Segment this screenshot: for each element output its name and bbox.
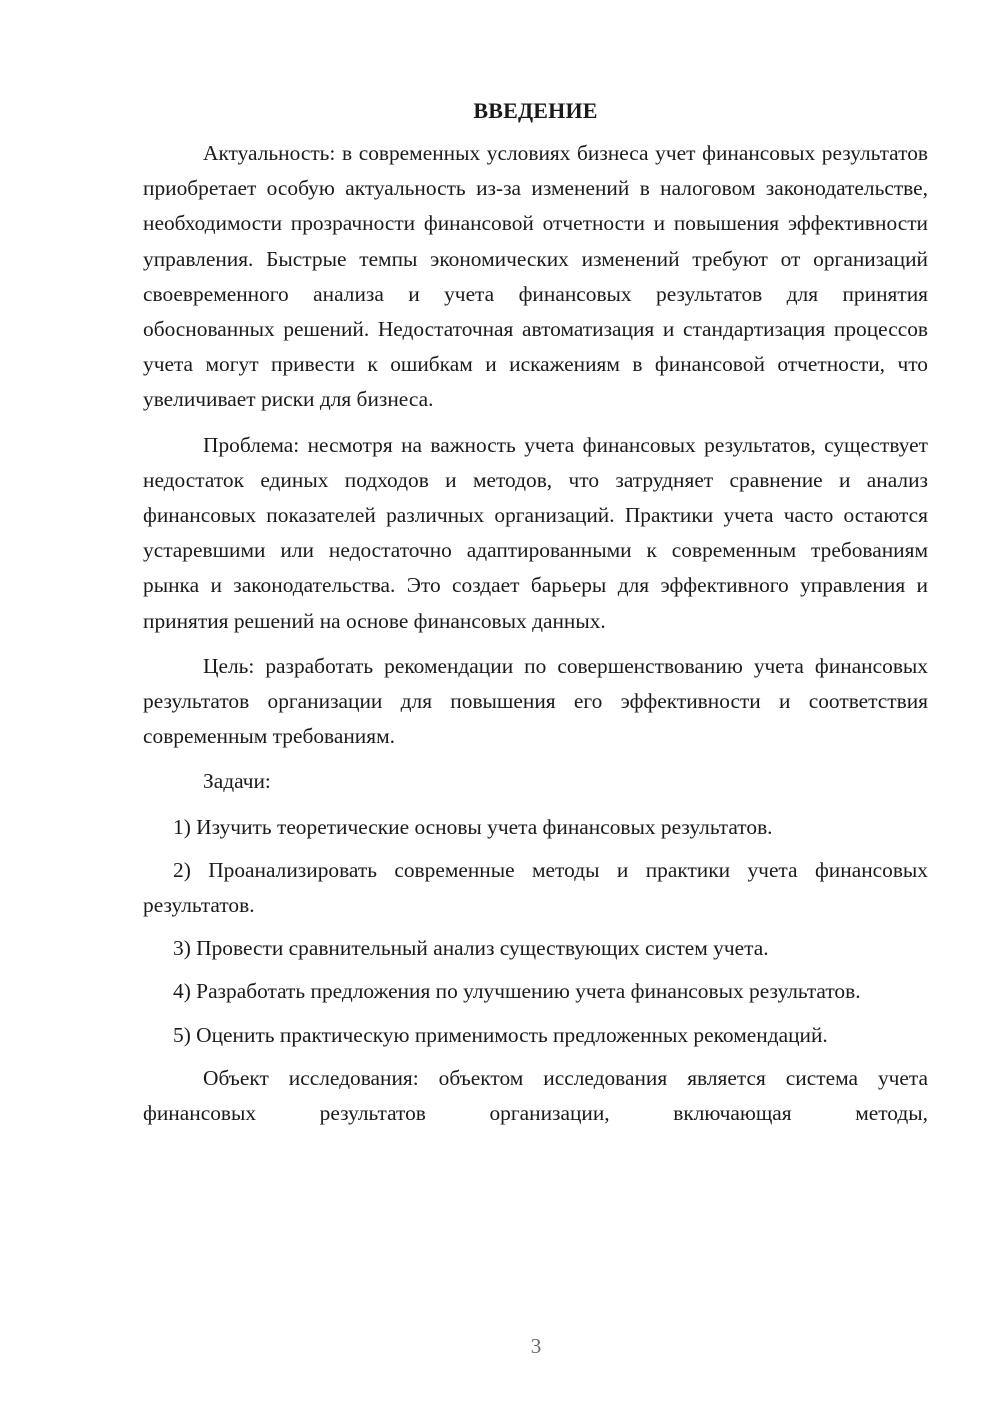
task-item-4: 4) Разработать предложения по улучшению учета финансовых результатов. <box>173 979 861 1004</box>
section-heading: ВВЕДЕНИЕ <box>473 98 598 123</box>
task-item-2: 2) Проанализировать современные методы и практики учета финансовых результатов. <box>143 857 928 918</box>
paragraph-goal: Цель: разработать рекомендации по совершенствованию учета финансовых результатов организации для повышения его эффективности и соответствия современным требованиям. <box>143 653 928 749</box>
paragraph-problem: Проблема: несмотря на важность учета финансовых результатов, существует недостаток единых подходов и методов, что затрудняет сравнение и анализ финансовых показателей различных организаций. Практики учета часто остаются устаревшими или недостаточно адаптированными к современным требованиям рынка и законодательства. Это создает барьеры для эффективного управления и принятия решений на основе финансовых данных. <box>143 432 928 633</box>
paragraph-object: Объект исследования: объектом исследования является система учета финансовых результатов организации, включающая методы, <box>143 1065 928 1126</box>
paragraph-relevance: Актуальность: в современных условиях бизнеса учет финансовых результатов приобретает особую актуальность из-за изменений в налоговом законодательстве, необходимости прозрачности финансовой отчетности и повышения эффективности управления. Быстрые темпы экономических изменений требуют от организаций своевременного анализа и учета финансовых результатов для принятия обоснованных решений. Недостаточная автоматизация и стандартизация процессов учета могут привести к ошибкам и искажениям в финансовой отчетности, что увеличивает риски для бизнеса. <box>143 141 928 412</box>
tasks-title: Задачи: <box>203 769 271 794</box>
task-item-1: 1) Изучить теоретические основы учета финансовых результатов. <box>173 814 773 839</box>
page-number: 3 <box>530 1334 542 1358</box>
task-item-3: 3) Провести сравнительный анализ существующих систем учета. <box>173 936 769 961</box>
page-content <box>143 96 928 1141</box>
task-item-5: 5) Оценить практическую применимость предложенных рекомендаций. <box>173 1022 828 1047</box>
